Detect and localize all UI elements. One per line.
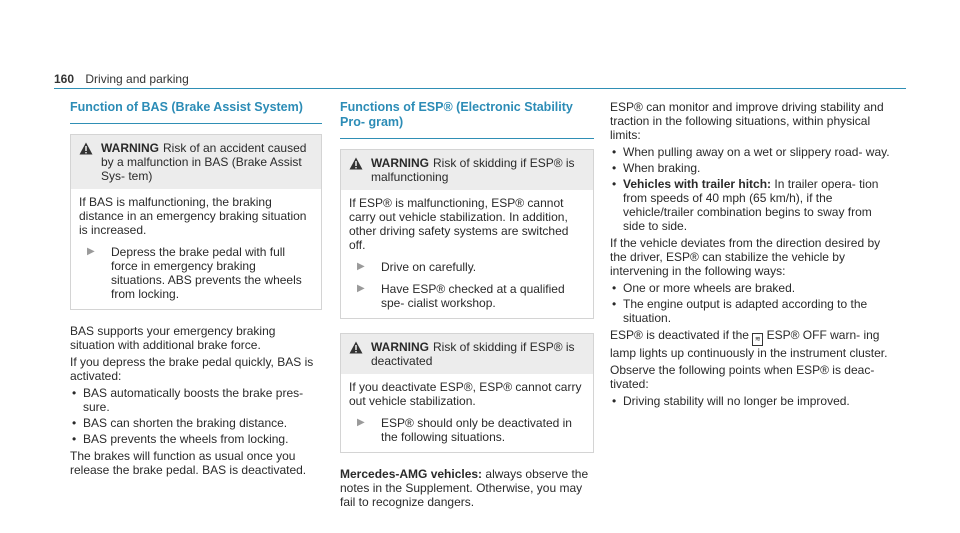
page-header — [54, 72, 189, 86]
trailer-text: In trailer opera- tion from speeds of 40 mph (65 km/h), if the vehicle/trailer combination begins to sway from side to side. — [623, 177, 879, 233]
warning-header — [71, 135, 321, 189]
bas-heading: Function of BAS (Brake Assist System) — [70, 100, 322, 124]
step-text: Drive on carefully. — [381, 260, 477, 274]
warning-text: Risk of skidding if ESP® is malfunctioning — [371, 156, 575, 184]
warning-text: Risk of skidding if ESP® is deactivated — [371, 340, 575, 368]
list-item: • The engine output is adapted according to the situation. — [610, 297, 892, 325]
warning-box-esp-malfunction — [340, 149, 594, 319]
warning-body: If you deactivate ESP®, ESP® cannot carry out vehicle stabilization. — [349, 380, 582, 408]
step-arrow-icon: ▶ — [357, 283, 365, 294]
paragraph: BAS supports your emergency braking situation with additional brake force. — [70, 324, 276, 352]
esp-heading: Functions of ESP® (Electronic Stability Pro- gram) — [340, 100, 594, 139]
action-step — [349, 260, 585, 274]
warning-triangle-icon — [349, 157, 365, 184]
list-item: • BAS prevents the wheels from locking. — [70, 432, 322, 446]
list-item: • Driving stability will no longer be improved. — [610, 394, 892, 408]
step-text: Have ESP® checked at a qualified spe- cialist workshop. — [381, 282, 565, 310]
list-item: • When braking. — [610, 161, 892, 175]
section-title: Driving and parking — [85, 72, 189, 86]
list-item: • One or more wheels are braked. — [610, 281, 892, 295]
page-number: 160 — [54, 72, 75, 86]
step-arrow-icon: ▶ — [357, 417, 365, 428]
warning-triangle-icon — [349, 341, 365, 368]
warning-box-esp-deactivated — [340, 333, 594, 453]
action-step — [349, 282, 585, 310]
bullet-list — [610, 394, 892, 408]
warning-triangle-icon — [79, 142, 95, 183]
bullet-list — [610, 145, 892, 233]
step-text: Depress the brake pedal with full force in emergency braking situations. ABS prevents the wheels from locking. — [111, 245, 302, 301]
amg-label: Mercedes-AMG vehicles: — [340, 467, 483, 481]
bullet-list — [610, 281, 892, 325]
action-step — [349, 416, 585, 444]
column-esp — [340, 100, 594, 512]
paragraph: Observe the following points when ESP® is deac- tivated: — [610, 363, 875, 391]
column-bas — [70, 100, 322, 480]
esp-off-text-b: ESP® OFF warn- ing lamp lights up continuously in the instrument cluster. — [610, 328, 888, 360]
amg-note — [340, 467, 594, 509]
paragraph: ESP® can monitor and improve driving stability and traction in the following situations, within physical limits: — [610, 100, 884, 142]
paragraph — [610, 328, 892, 360]
warning-header — [341, 150, 593, 190]
list-item: • When pulling away on a wet or slippery road- way. — [610, 145, 892, 159]
esp-off-text-a: ESP® is deactivated if the — [610, 328, 749, 342]
paragraph: The brakes will function as usual once you release the brake pedal. BAS is deactivated. — [70, 449, 307, 477]
action-step — [79, 245, 313, 301]
warning-body: If ESP® is malfunctioning, ESP® cannot carry out vehicle stabilization. In addition, other driving safety systems are switched off. — [349, 196, 569, 252]
list-item: • BAS automatically boosts the brake pres- sure. — [70, 386, 322, 414]
bullet-list — [70, 386, 322, 446]
trailer-label: Vehicles with trailer hitch: — [623, 177, 772, 191]
header-divider — [54, 88, 906, 89]
paragraph: If the vehicle deviates from the direction desired by the driver, ESP® can stabilize the vehicle by intervening in the following ways: — [610, 236, 881, 278]
list-item-trailer — [610, 177, 892, 233]
paragraph: If you depress the brake pedal quickly, BAS is activated: — [70, 355, 314, 383]
list-item: • BAS can shorten the braking distance. — [70, 416, 322, 430]
warning-box-bas — [70, 134, 322, 310]
amg-text: always observe the notes in the Supplement. Otherwise, you may fail to recognize dangers. — [340, 467, 589, 509]
step-arrow-icon: ▶ — [87, 246, 95, 257]
warning-label: WARNING — [101, 141, 159, 155]
warning-header — [341, 334, 593, 374]
column-esp-details — [610, 100, 892, 411]
warning-text: Risk of an accident caused by a malfunction in BAS (Brake Assist Sys- tem) — [101, 141, 307, 183]
step-text: ESP® should only be deactivated in the following situations. — [381, 416, 572, 444]
warning-body: If BAS is malfunctioning, the braking distance in an emergency braking situation is increased. — [79, 195, 307, 237]
step-arrow-icon: ▶ — [357, 261, 365, 272]
esp-off-warning-lamp-icon: ≋ — [752, 333, 763, 346]
warning-label: WARNING — [371, 156, 429, 170]
warning-label: WARNING — [371, 340, 429, 354]
